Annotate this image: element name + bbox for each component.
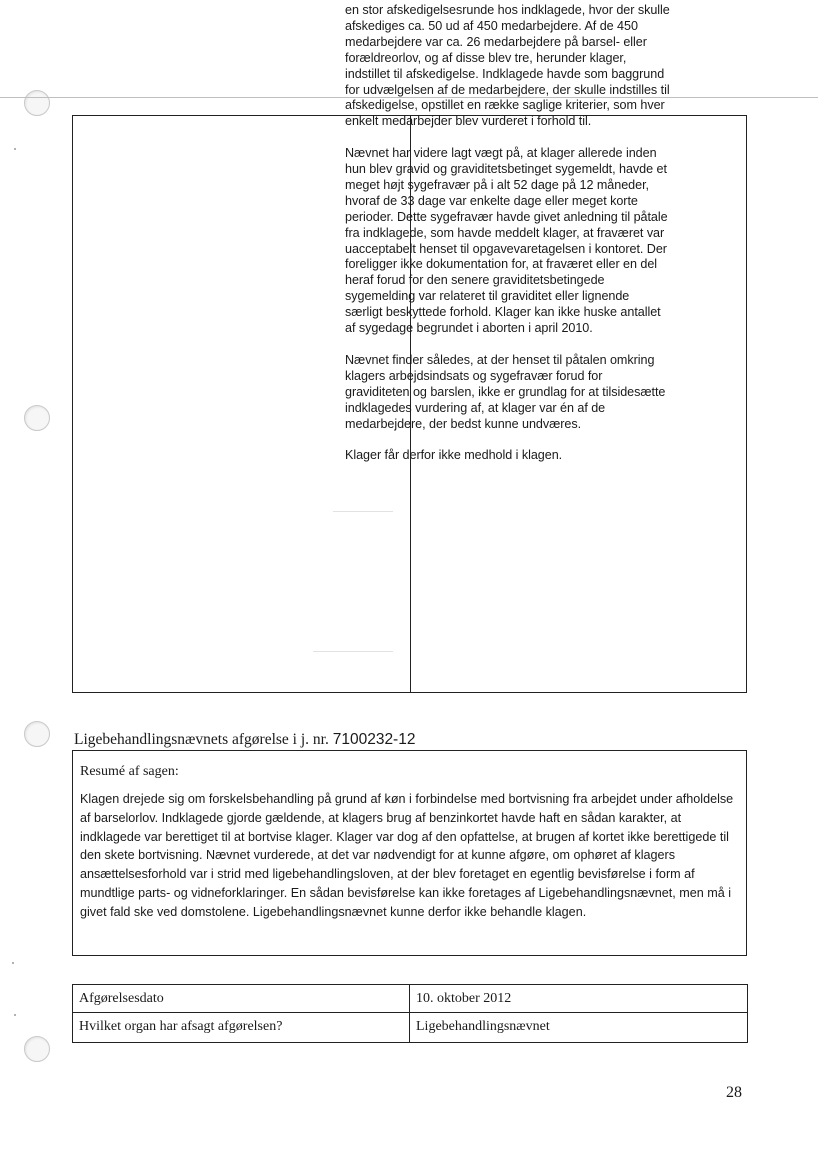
bleed-through-line	[313, 651, 393, 652]
scan-speck	[14, 148, 16, 150]
binder-hole	[24, 90, 50, 116]
reasoning-paragraph: Klager får derfor ikke medhold i klagen.	[345, 448, 563, 463]
reasoning-paragraph: en stor afskedigelsesrunde hos indklagede, hvor der skulle afskediges ca. 50 ud af 450 medarbejdere. Af de 450 medarbejdere var ca. 26 medarbejdere på barsel- eller forældreorlov, og af disse blev tre, herunder klager, indstillet til afskedigelse. Indklagede havde som baggrund for udvælgelsen af de medarbejdere, der skulle indstilles til afskedigelse, opstillet en række saglige kriterier, som hver enkelt medarbejder blev vurderet i forhold til.	[345, 3, 670, 129]
scan-speck	[14, 1014, 16, 1016]
summary-text: Klagen drejede sig om forskelsbehandling på grund af køn i forbindelse med bortvisning fra arbejdet under afholdelse af barselorlov. Indklagede gjorde gældende, at klagers brug af benzinkortet havde haft en sådan karakter, at indklagede var berettiget til at bortvise klager. Klager var dog af den opfattelse, at brugen af kortet ikke berettigede til den skete bortvisning. Nævnet vurderede, at det var nødvendigt for at kunne afgøre, om ophøret af klagers ansættelsesforhold var i strid med ligebehandlingsloven, at der blev foretaget en egentlig bevisførelse i form af mundtlige parts- og vidneforklaringer. En sådan bevisførelse kan ikke foretages af Ligebehandlingsnævnet, men må i givet fald ske ved domstolene. Ligebehandlingsnævnet kunne derfor ikke behandle klagen.	[80, 792, 734, 919]
binder-hole	[24, 405, 50, 431]
table-row	[73, 1013, 748, 1043]
reasoning-text	[345, 3, 670, 464]
date-value: 10. oktober 2012	[410, 985, 748, 1013]
case-number: 7100232-12	[332, 731, 416, 748]
reasoning-paragraph: Nævnet finder således, at der henset til påtalen omkring klagers arbejdsindsats og sygefravær forud for graviditeten og barslen, ikke er grundlag for at tilsidesætte indklagedes vurdering af, at klager var én af de medarbejdere, der bedst kunne undværes.	[345, 352, 666, 431]
scan-speck	[12, 962, 14, 964]
decision-meta-table	[72, 984, 748, 1043]
decision-heading-prefix: Ligebehandlingsnævnets afgørelse i j. nr.	[74, 731, 329, 748]
reasoning-paragraph: Nævnet har videre lagt vægt på, at klager allerede inden hun blev gravid og graviditetsbetinget sygemeldt, havde et meget højt sygefravær på i alt 52 dage på 12 måneder, hvoraf de 33 dage var enkelte dage eller meget korte perioder. Dette sygefravær havde givet anledning til påtale fra indklagede, som havde meddelt klager, at fraværet var uacceptabelt henset til opgavevaretagelsen i kontoret. Der foreligger ikke dokumentation for, at fraværet eller en del heraf forud for den senere graviditetsbetingede sygemelding var relateret til graviditet eller lignende særligt beskyttede forhold. Klager kan ikke huske antallet af sygedage begrundet i aborten i april 2010.	[345, 146, 668, 336]
table-row	[73, 985, 748, 1013]
organ-value: Ligebehandlingsnævnet	[410, 1013, 748, 1043]
date-label: Afgørelsesdato	[73, 985, 410, 1013]
organ-label: Hvilket organ har afsagt afgørelsen?	[73, 1013, 410, 1043]
bleed-through-line	[333, 511, 393, 512]
binder-hole	[24, 1036, 50, 1062]
summary-label: Resumé af sagen:	[80, 764, 179, 779]
decision-heading	[74, 731, 415, 749]
binder-hole	[24, 721, 50, 747]
page-number: 28	[726, 1084, 742, 1101]
